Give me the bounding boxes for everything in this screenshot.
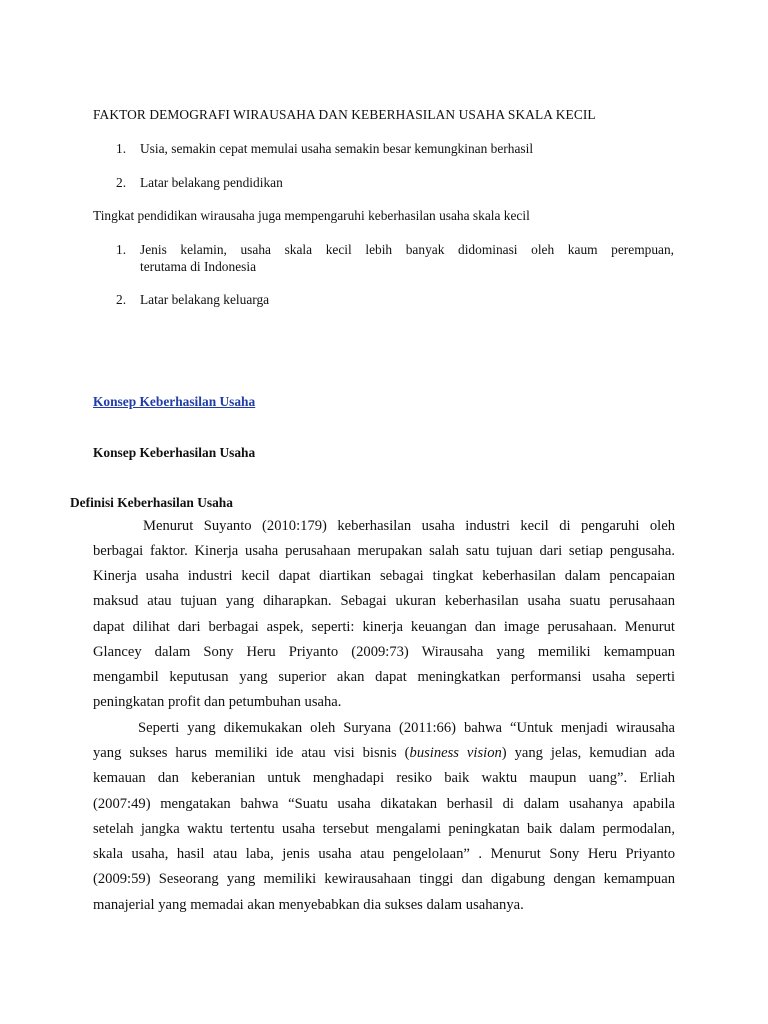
list2-number-2: 2.: [116, 292, 127, 307]
konsep-keberhasilan-usaha-heading: Konsep Keberhasilan Usaha: [93, 445, 256, 460]
para1-line-7: mengambil keputusan yang superior akan dapat meningkatkan performansi usaha seperti: [93, 669, 675, 685]
para2-line-2: [93, 744, 675, 762]
list2-item-1-line1: Jenis kelamin, usaha skala kecil lebih banyak didominasi oleh kaum perempuan,: [140, 242, 674, 257]
para1-line-6: Glancey dalam Sony Heru Priyanto (2009:73) Wirausaha yang memiliki kemampuan: [93, 644, 675, 660]
para2-line-1: Seperti yang dikemukakan oleh Suryana (2011:66) bahwa “Untuk menjadi wirausaha: [138, 720, 675, 736]
para2-line-3: kemauan dan keberanian untuk menghadapi resiko baik waktu maupun uang”. Erliah: [93, 770, 675, 786]
list2-number-1: 1.: [116, 242, 127, 257]
para1-line-1: Menurut Suyanto (2010:179) keberhasilan usaha industri kecil di pengaruhi oleh: [143, 518, 675, 534]
para1-line-5: dapat dilihat dari berbagai aspek, seperti: kinerja keuangan dan image perusahaan. Menurut: [93, 619, 675, 635]
list1-number-2: 2.: [116, 175, 127, 190]
para2-line-4: (2007:49) mengatakan bahwa “Suatu usaha dikatakan berhasil di dalam usahanya apabila: [93, 796, 675, 812]
para2-line-7: (2009:59) Seseorang yang memiliki kewirausahaan tinggi dan digabung dengan kemampuan: [93, 871, 675, 887]
para2-line-2-start: yang sukses harus memiliki ide atau visi bisnis (: [93, 745, 410, 761]
para1-line-2: berbagai faktor. Kinerja usaha perusahaan merupakan salah satu tujuan dari setiap pengusaha.: [93, 543, 675, 559]
para1-line-8: peningkatan profit dan petumbuhan usaha.: [93, 694, 342, 710]
list2-item-1-line2: terutama di Indonesia: [140, 259, 257, 274]
list1-item-1: Usia, semakin cepat memulai usaha semakin besar kemungkinan berhasil: [140, 141, 534, 156]
para2-line-2-italic: business vision: [409, 745, 502, 761]
konsep-keberhasilan-usaha-link[interactable]: Konsep Keberhasilan Usaha: [93, 394, 256, 409]
definition-heading: Definisi Keberhasilan Usaha: [70, 495, 233, 510]
list2-item-2: Latar belakang keluarga: [140, 292, 270, 307]
para2-line-8: manajerial yang memadai akan menyebabkan dia sukses dalam usahanya.: [93, 897, 524, 913]
para1-line-3: Kinerja usaha industri kecil dapat diartikan sebagai tingkat keberhasilan dalam pencapaian: [93, 568, 675, 584]
list1-number-1: 1.: [116, 141, 127, 156]
document-title: FAKTOR DEMOGRAFI WIRAUSAHA DAN KEBERHASILAN USAHA SKALA KECIL: [93, 107, 596, 122]
para2-line-2-end: ) yang jelas, kemudian ada: [501, 745, 676, 761]
education-note: Tingkat pendidikan wirausaha juga mempengaruhi keberhasilan usaha skala kecil: [93, 208, 530, 223]
para2-line-5: setelah jangka waktu tertentu usaha tersebut mengalami peningkatan baik dalam permodalan,: [93, 821, 675, 837]
para2-line-6: skala usaha, hasil atau laba, jenis usaha atau pengelolaan” . Menurut Sony Heru Priyanto: [93, 846, 675, 862]
para1-line-4: maksud atau tujuan yang diharapkan. Sebagai ukuran keberhasilan usaha suatu perusahaan: [93, 593, 675, 609]
list1-item-2: Latar belakang pendidikan: [140, 175, 283, 190]
